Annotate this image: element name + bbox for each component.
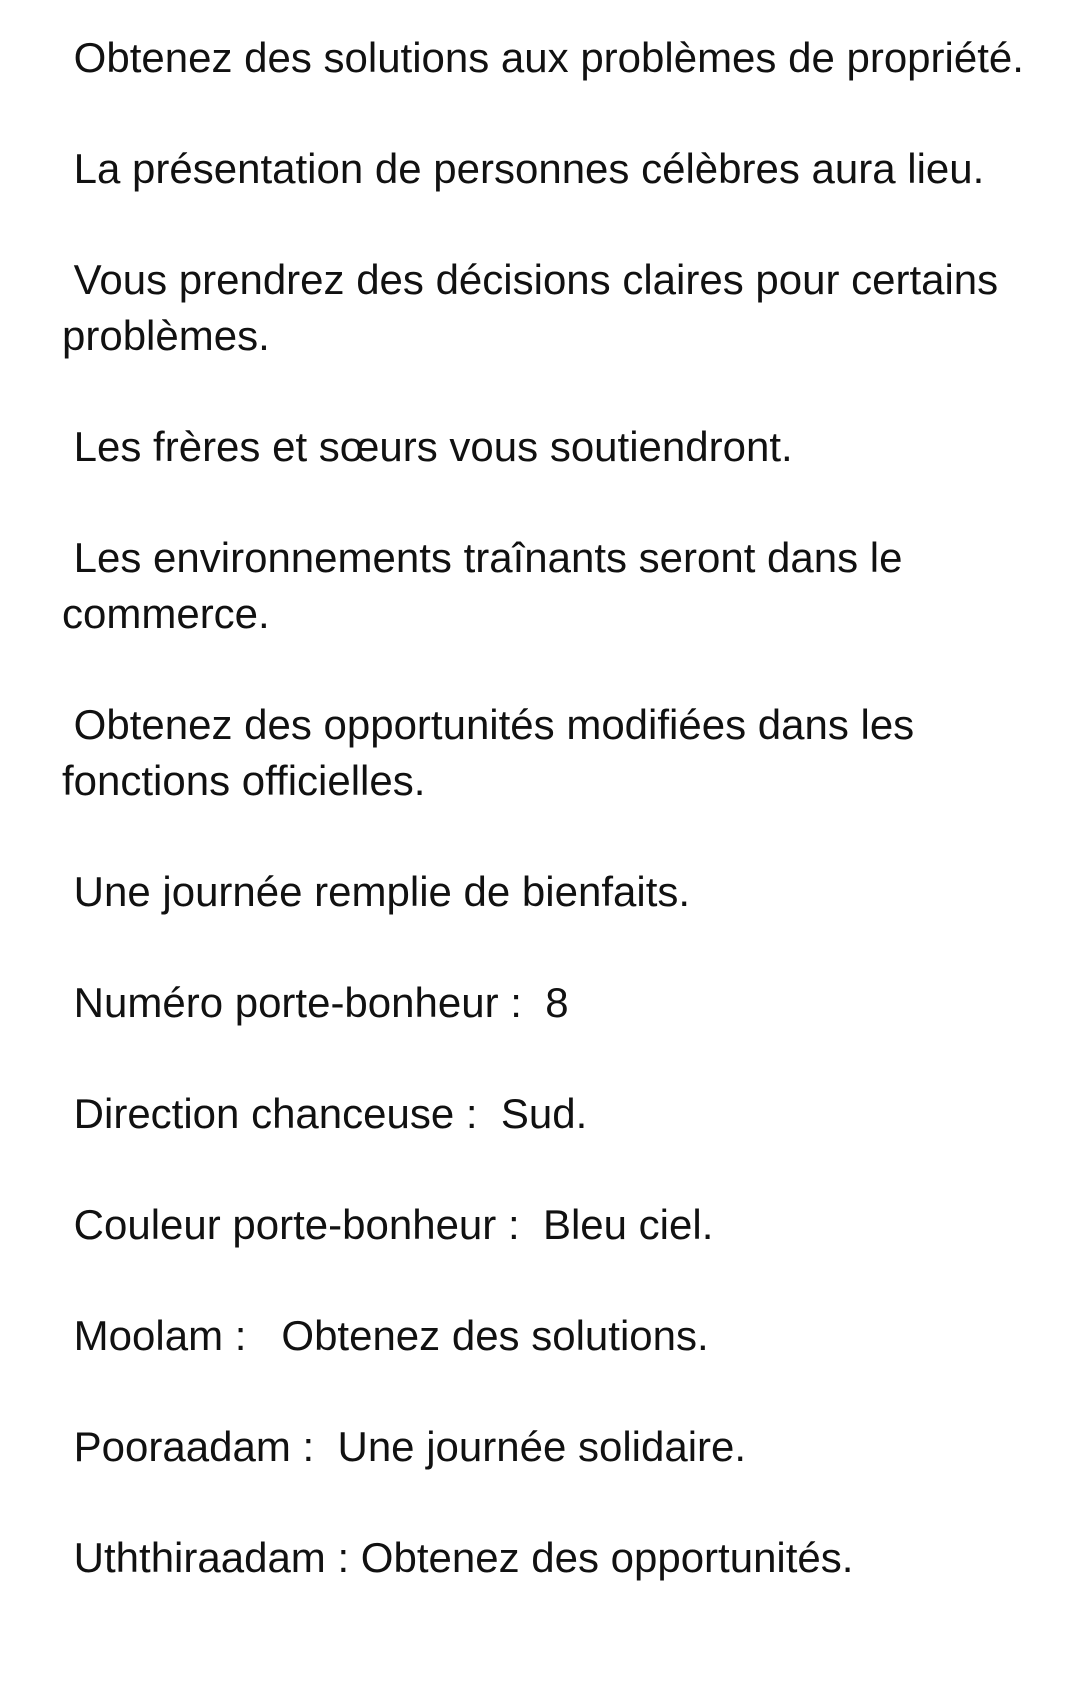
horoscope-text — [62, 30, 1047, 1586]
moolam-line: Moolam : Obtenez des solutions. — [62, 1312, 709, 1359]
lucky-direction: Direction chanceuse : Sud. — [62, 1090, 588, 1137]
uththiraadam-line: Uththiraadam : Obtenez des opportunités. — [62, 1534, 854, 1581]
pooraadam-line: Pooraadam : Une journée solidaire. — [62, 1423, 747, 1470]
paragraph-official-opportunities: Obtenez des opportunités modifiées dans les fonctions officielles. — [62, 701, 926, 804]
paragraph-siblings-support: Les frères et sœurs vous soutiendront. — [62, 423, 793, 470]
paragraph-day-of-blessings: Une journée remplie de bienfaits. — [62, 868, 691, 915]
paragraph-famous-people: La présentation de personnes célèbres aura lieu. — [62, 145, 985, 192]
paragraph-property-solutions: Obtenez des solutions aux problèmes de propriété. — [62, 34, 1024, 81]
lucky-number: Numéro porte-bonheur : 8 — [62, 979, 569, 1026]
paragraph-commerce: Les environnements traînants seront dans le commerce. — [62, 534, 915, 637]
paragraph-clear-decisions: Vous prendrez des décisions claires pour certains problèmes. — [62, 256, 1010, 359]
lucky-color: Couleur porte-bonheur : Bleu ciel. — [62, 1201, 714, 1248]
